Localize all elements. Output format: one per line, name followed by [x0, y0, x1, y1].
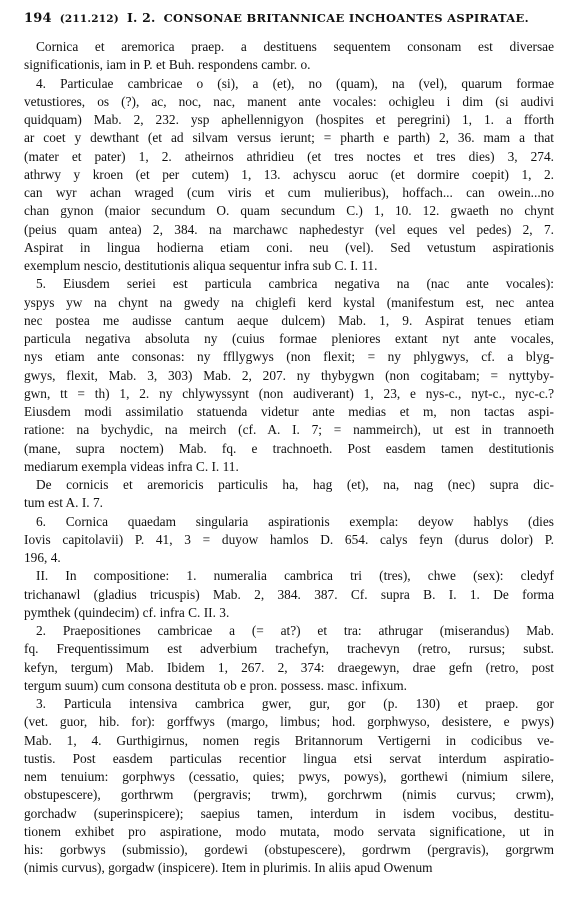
text-line: obstupescere), gorthrwm (pergravis; trwm), gorchrwm (nimis curvus; crwm),	[24, 787, 554, 803]
text-line: quidquam) Mab. 2, 232. ysp aphellennigyon (hospites et peregrini) 1, 1. a fforth	[24, 112, 554, 127]
paragraph	[24, 513, 554, 568]
text-line: De cornicis et aremoricis particulis ha, hag (et), na, nag (nec) supra dic-	[36, 477, 554, 492]
text-line: (peius quam antea) 2, 384. na marchawc naphedestyr (vel eques vel pedes) 2, 7.	[24, 221, 554, 237]
text-line: gorchadw (superinspicere); saepius tamen, interdum in isdem vocibus, destitu-	[24, 805, 554, 821]
text-line: vetustiores, os (?), ac, noc, nac, manent ante vocales: ochigleu i dim (si audivi	[24, 93, 554, 109]
text-line: exemplum nescio, destitutionis aliqua sequentur infra sub C. I. 11.	[24, 258, 378, 273]
text-line: particula negativa absoluta ny (cuius formae pleniores extant nyt ante vocales,	[24, 331, 554, 346]
text-line: 6. Cornica quaedam singularia aspirationis exempla: deyow hablys (dies	[36, 513, 554, 529]
text-line: 4. Particulae cambricae o (si), a (et), no (quam), na (vel), quarum formae	[36, 75, 554, 91]
text-line: nem tenuium: gorphwys (cessatio, quies; pwys, powys), gorthewi (nimium silere,	[24, 769, 554, 784]
text-line: II. In compositione: 1. numeralia cambrica tri (tres), chwe (sex): cledyf	[36, 568, 554, 584]
text-line: ratione: na bychydic, na meirch (cf. A. I. 7; = nammeirch), ut est in trannoeth	[24, 422, 554, 438]
text-line: Aspirat in lingua hodierna etiam coni. neu (vel). Sed vetustum aspirationis	[24, 239, 554, 255]
paragraph	[24, 622, 554, 695]
text-line: fq. Frequentissimum est adverbium trachefyn, trachevyn (retro, rursus; subst.	[24, 641, 554, 657]
text-line: Mab. 1, 4. Gurthigirnus, nomen regis Britannorum Vertigerni in codicibus ve-	[24, 732, 554, 748]
text-line: (mane, supra noctem) Mab. fq. e trachnoeth. Post easdem tamen destitutionis	[24, 440, 554, 456]
text-line: chan gynon (maior secundum O. quam secundum C.) 1, 10. 12. gwaeth no chynt	[24, 203, 554, 219]
paragraph	[24, 567, 554, 622]
text-line: tergum suum) cum consona destituta ob e pron. possess. masc. infixum.	[24, 677, 407, 693]
text-line: (mater et pater) 1, 2. atheirnos athridieu (et tres noctes et tres dies) 3, 274.	[24, 148, 554, 164]
text-line: his: gorbwys (submissio), gordewi (obstupescere), gordrwm (pergravis), gorgrwm	[24, 842, 554, 857]
body-text	[24, 38, 554, 878]
text-line: (nimis curvus), gorgadw (inspicere). Item in plurimis. In aliis apud Owenum	[24, 860, 433, 876]
text-line: significationis, iam in P. et Buh. respondens cambr. o.	[24, 57, 311, 73]
text-line: gwn, tt = th) 1, 2. ny chlywyssynt (non audiverant) 1, 23, e nys-c., nyt-c., nyc-c.?	[24, 385, 554, 401]
text-line: yspys yw na chynt na gwedy na chiglefi kerd kystal (manifestum est, nec antea	[24, 294, 554, 310]
paragraph	[24, 476, 554, 513]
text-line: 196, 4.	[24, 550, 61, 565]
text-line: pymthek (quindecim) cf. infra C. II. 3.	[24, 604, 230, 620]
text-line: can wyr achan wraged (cum viris et cum mulieribus), hoffach... can owein...no	[24, 185, 554, 200]
header-title: CONSONAE BRITANNICAE INCHOANTES ASPIRATAE.	[163, 11, 529, 25]
text-line: Eiusdem modi assimilatio statuenda videtur ante medias et m, non tactas aspi-	[24, 404, 554, 419]
header-reference: (211.212)	[59, 13, 119, 25]
text-line: kefyn, tergum) Mab. Ibidem 1, 267. 2, 374: draegewyn, drae gefn (retro, post	[24, 659, 554, 675]
paragraph	[24, 695, 554, 878]
header-section: I. 2.	[126, 10, 156, 25]
text-line: trichanawl (gladius tricuspis) Mab. 2, 384. 387. Cf. supra B. I. 1. De forma	[24, 586, 554, 602]
text-line: ar coet y dewthant (et ad silvam versus ierunt; = pharth e parth) 2, 36. mam a that	[24, 130, 554, 146]
text-line: tustis. Post easdem particulas recentior lingua etsi servat interdum aspiratio-	[24, 750, 554, 766]
text-line: nys etiam ante consonas: ny ffllygwys (non flexit; = ny phlygwys, cf. a blyg-	[24, 349, 554, 365]
text-line: Cornica et aremorica praep. a destituens sequentem consonam est diversae	[36, 39, 554, 54]
text-line: tum est A. I. 7.	[24, 495, 103, 511]
text-line: Iovis capitolavii) P. 41, 3 = duyow hamlos D. 654. calys feyn (durus dolor) P.	[24, 531, 554, 547]
page-number: 194	[24, 11, 52, 26]
text-line: 3. Particula intensiva cambrica gwer, gur, gor (p. 130) et praep. gor	[36, 696, 554, 711]
text-line: (vet. guor, hib. for): gorffwys (margo, limbus; hod. gorphwyso, desistere, e pwys)	[24, 714, 554, 730]
text-line: gwys, flexit, Mab. 3, 303) Mab. 2, 207. ny thybygwn (non cogitabam; = nyttyby-	[24, 367, 554, 383]
text-line: nec postea me audisse cantum aeque dulcem) Mab. 1, 9. Aspirat tenues etiam	[24, 312, 554, 328]
paragraph	[24, 38, 554, 75]
paragraph	[24, 275, 554, 476]
text-line: mediarum exempla videas infra C. I. 11.	[24, 458, 239, 474]
running-header	[24, 10, 554, 26]
paragraph	[24, 75, 554, 276]
text-line: 5. Eiusdem seriei est particula cambrica negativa na (nac ante vocales):	[36, 276, 554, 292]
text-line: tionem exhibet pro aspiratione, modo mutata, modo servata significatione, ut in	[24, 823, 554, 839]
text-line: 2. Praepositiones cambricae a (= at?) et tra: athrugar (miserandus) Mab.	[36, 623, 554, 638]
text-line: athrwy y kroen (et per cutem) 1, 13. achyscu aoruc (et dormire coepit) 1, 2.	[24, 166, 554, 182]
